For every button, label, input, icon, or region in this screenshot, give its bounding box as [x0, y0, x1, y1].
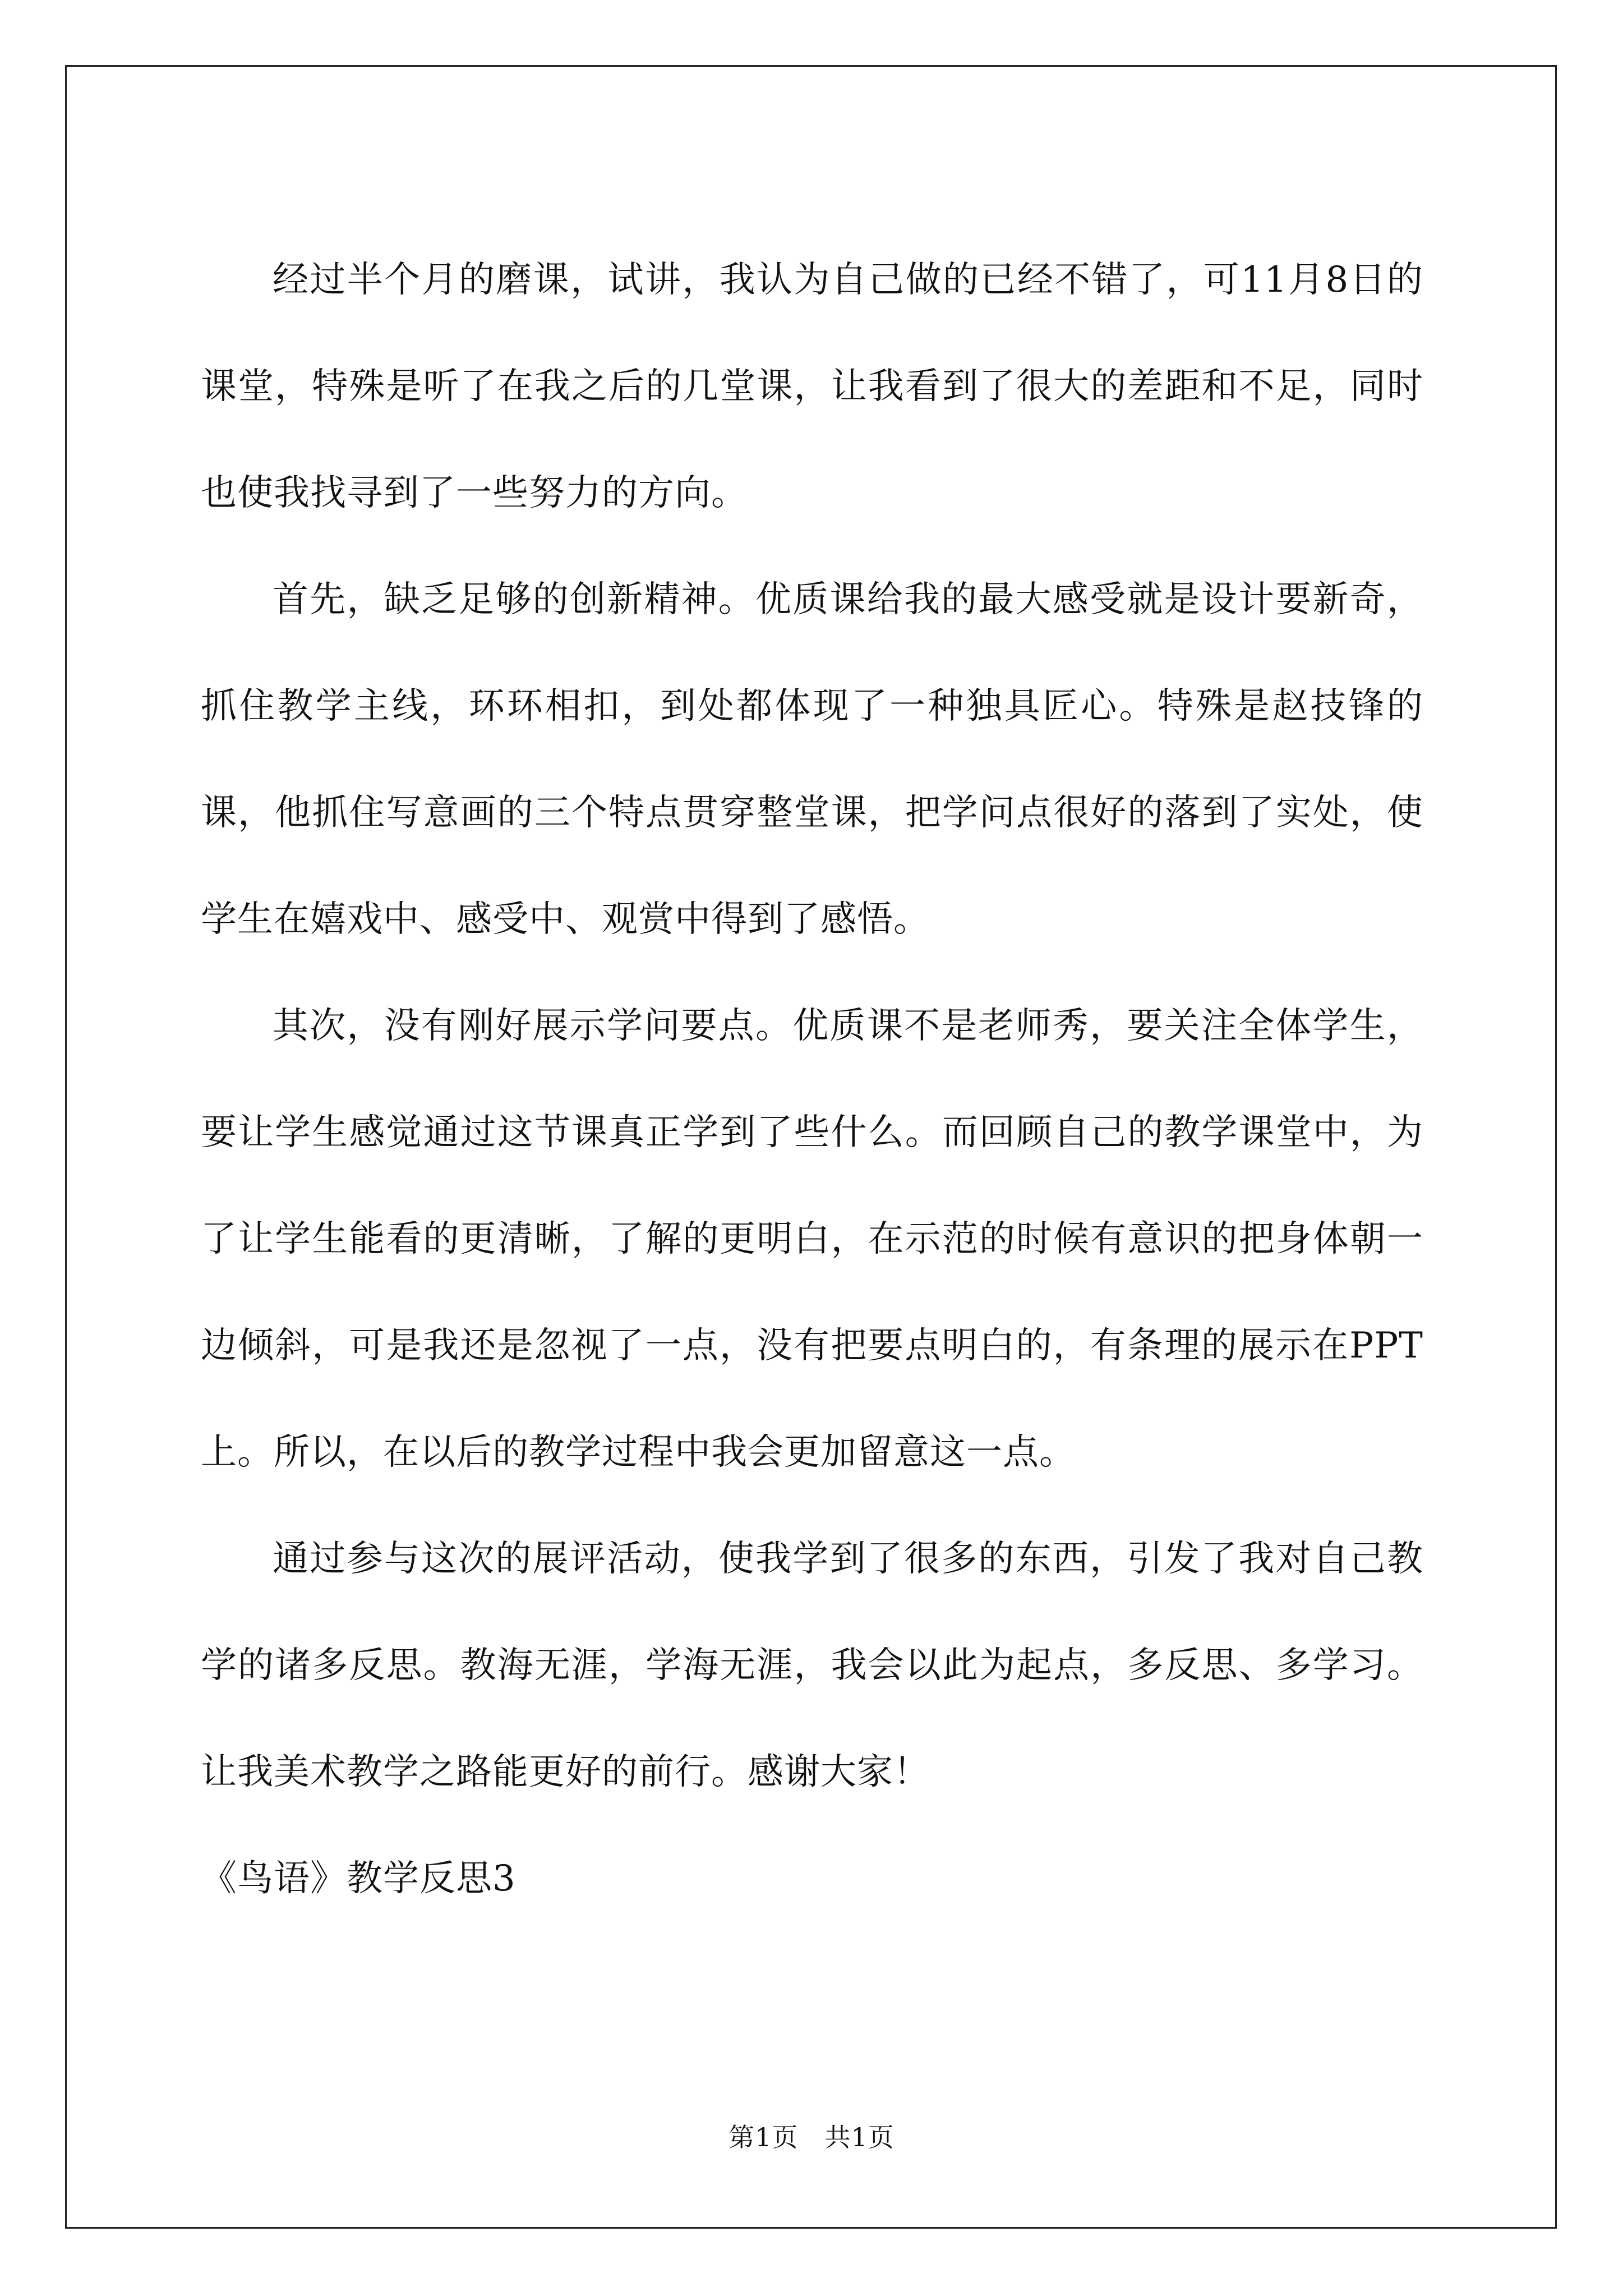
section-heading: 《鸟语》教学反思3	[201, 1858, 516, 1899]
paragraph-4: 通过参与这次的展评活动，使我学到了很多的东西，引发了我对自己教学的诸多反思。教海无涯，学海无涯，我会以此为起点，多反思、多学习。让我美术教学之路能更好的前行。感谢大家！	[201, 1538, 1423, 1793]
page-number-footer: 第1页 共1页	[728, 2122, 895, 2152]
paragraph-2: 首先，缺乏足够的创新精神。优质课给我的最大感受就是设计要新奇，抓住教学主线，环环相扣，到处都体现了一种独具匠心。特殊是赵技锋的课，他抓住写意画的三个特点贯穿整堂课，把学问点很好的落到了实处，使学生在嬉戏中、感受中、观赏中得到了感悟。	[201, 579, 1423, 940]
document-body	[201, 227, 1423, 1932]
paragraph-1: 经过半个月的磨课，试讲，我认为自己做的已经不错了，可11月8日的课堂，特殊是听了在我之后的几堂课，让我看到了很大的差距和不足，同时也使我找寻到了一些努力的方向。	[201, 259, 1423, 514]
paragraph-3: 其次，没有刚好展示学问要点。优质课不是老师秀，要关注全体学生，要让学生感觉通过这节课真正学到了些什么。而回顾自己的教学课堂中，为了让学生能看的更清晰，了解的更明白，在示范的时候有意识的把身体朝一边倾斜，可是我还是忽视了一点，没有把要点明白的，有条理的展示在PPT上。所以，在以后的教学过程中我会更加留意这一点。	[201, 1005, 1423, 1473]
